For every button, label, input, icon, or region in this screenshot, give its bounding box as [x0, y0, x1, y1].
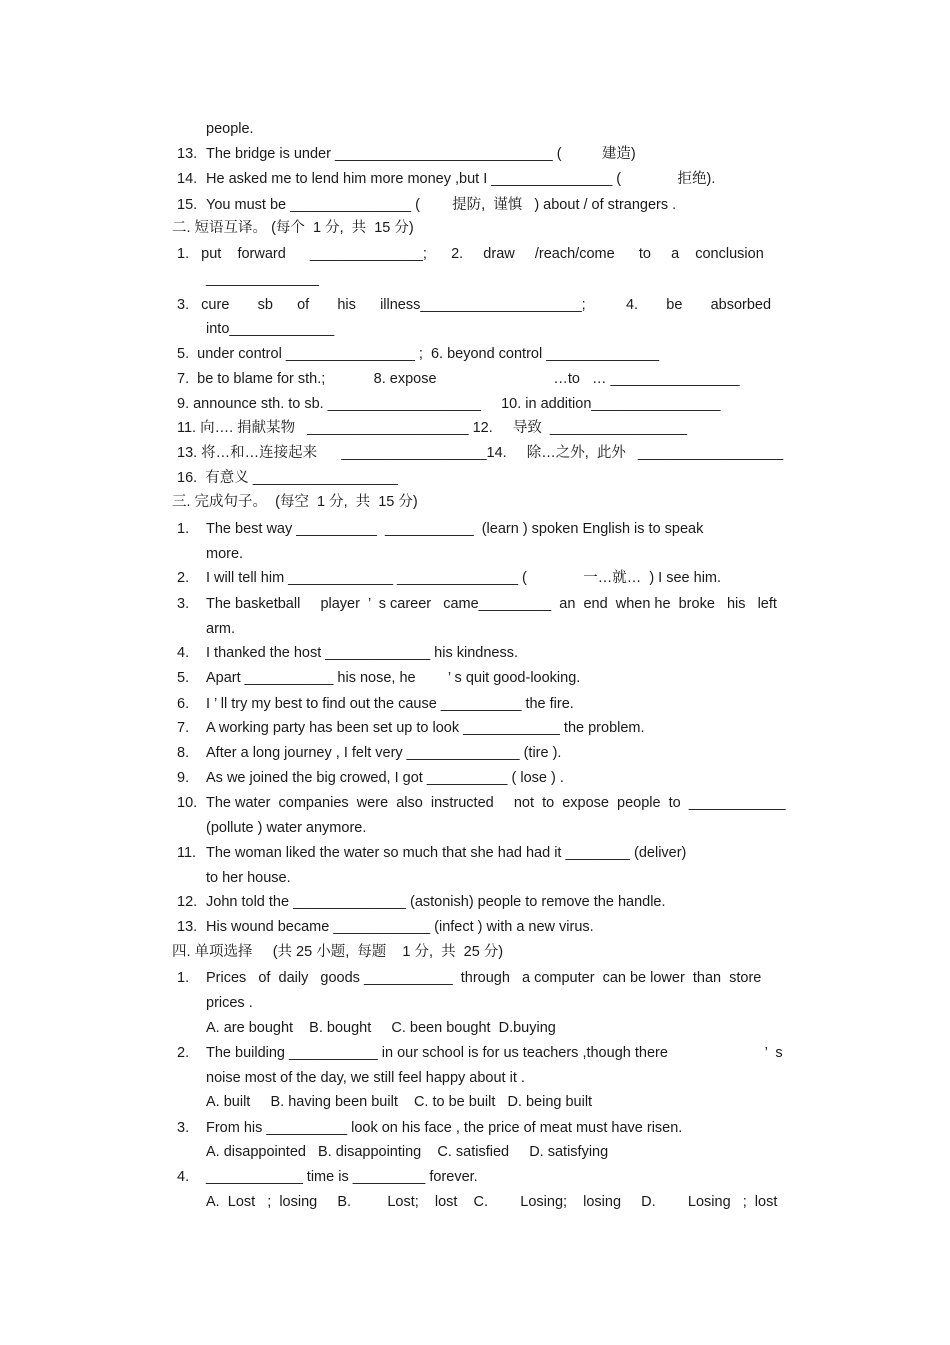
s3-q1-number: 1.: [177, 521, 190, 537]
s3-q3-cont: arm.: [206, 621, 235, 637]
q15-text: You must be _______________ ( 提防, 谨慎 ) about / of strangers .: [206, 197, 677, 213]
section4-heading: 四. 单项选择 (共 25 小题, 每题 1 分, 共 25 分): [172, 944, 504, 960]
continuation-line: people.: [206, 121, 254, 137]
s4-q3-number: 3.: [177, 1120, 190, 1136]
q14-number: 14.: [177, 171, 198, 187]
section2-heading: 二. 短语互译。 (每个 1 分, 共 15 分): [172, 220, 414, 236]
q13-number: 13.: [177, 146, 198, 162]
s3-q10-cont: (pollute ) water anymore.: [206, 820, 367, 836]
s4-q1-text: Prices of daily goods ___________ through a computer can be lower than store: [206, 970, 762, 986]
s4-q4-number: 4.: [177, 1169, 190, 1185]
s3-q9-text: As we joined the big crowed, I got __________ ( lose ) .: [206, 770, 564, 786]
q14-text: He asked me to lend him more money ,but I _______________ ( 拒绝).: [206, 171, 716, 187]
s3-q10-text: The water companies were also instructed not to expose people to ____________: [206, 795, 786, 811]
s4-q4-text: ____________ time is _________ forever.: [206, 1169, 478, 1185]
s3-q7-text: A working party has been set up to look ____________ the problem.: [206, 720, 645, 736]
s2-row-11: 11. 向…. 捐献某物 ____________________ 12. 导致 _________________: [177, 420, 688, 436]
s2-row-3-cont: into_____________: [206, 321, 335, 337]
s2-row-16: 16. 有意义 __________________: [177, 470, 398, 486]
s3-q11-number: 11.: [177, 845, 197, 861]
s3-q2-text: I will tell him _____________ _______________ ( 一…就… ) I see him.: [206, 570, 722, 586]
s2-row-5: 5. under control ________________ ; 6. beyond control ______________: [177, 346, 660, 362]
s4-q3-options: A. disappointed B. disappointing C. satisfied D. satisfying: [206, 1144, 609, 1160]
s4-q1-number: 1.: [177, 970, 190, 986]
s3-q13-number: 13.: [177, 919, 198, 935]
s2-row-1-cont: ______________: [206, 271, 319, 287]
s4-q2-text: The building ___________ in our school is for us teachers ,though there ’ s: [206, 1045, 783, 1061]
s2-row-13: 13. 将…和…连接起来 __________________14. 除…之外, 此外 __________________: [177, 445, 784, 461]
s4-q1-cont: prices .: [206, 995, 253, 1011]
s2-row-9: 9. announce sth. to sb. ___________________ 10. in addition________________: [177, 396, 721, 412]
s3-q2-number: 2.: [177, 570, 190, 586]
s3-q5-number: 5.: [177, 670, 190, 686]
s3-q13-text: His wound became ____________ (infect ) with a new virus.: [206, 919, 594, 935]
s4-q2-options: A. built B. having been built C. to be built D. being built: [206, 1094, 593, 1110]
s3-q3-number: 3.: [177, 596, 190, 612]
s3-q6-number: 6.: [177, 696, 190, 712]
s3-q7-number: 7.: [177, 720, 190, 736]
s3-q6-text: I ’ ll try my best to find out the cause __________ the fire.: [206, 696, 574, 712]
q13-text: The bridge is under ___________________________ ( 建造): [206, 146, 636, 162]
s3-q1-cont: more.: [206, 546, 244, 562]
s3-q10-number: 10.: [177, 795, 198, 811]
s3-q4-number: 4.: [177, 645, 190, 661]
s4-q1-options: A. are bought B. bought C. been bought D.buying: [206, 1020, 556, 1036]
s3-q5-text: Apart ___________ his nose, he ’ s quit good-looking.: [206, 670, 581, 686]
s3-q8-number: 8.: [177, 745, 190, 761]
s3-q11-text: The woman liked the water so much that she had had it ________ (deliver): [206, 845, 687, 861]
s4-q2-cont: noise most of the day, we still feel happy about it .: [206, 1070, 525, 1086]
s3-q8-text: After a long journey , I felt very ______________ (tire ).: [206, 745, 562, 761]
s3-q4-text: I thanked the host _____________ his kindness.: [206, 645, 518, 661]
s4-q2-number: 2.: [177, 1045, 190, 1061]
s2-row-7: 7. be to blame for sth.; 8. expose …to … ________________: [177, 371, 740, 387]
s2-row-3: 3. cure sb of his illness____________________; 4. be absorbed: [177, 297, 772, 313]
s3-q1-text: The best way __________ ___________ (learn ) spoken English is to speak: [206, 521, 704, 537]
s3-q12-text: John told the ______________ (astonish) people to remove the handle.: [206, 894, 666, 910]
q15-number: 15.: [177, 197, 198, 213]
s2-row-1: 1. put forward ______________; 2. draw /reach/come to a conclusion: [177, 246, 764, 262]
s3-q3-text: The basketball player ’ s career came_________ an end when he broke his left: [206, 596, 777, 612]
section3-heading: 三. 完成句子。 (每空 1 分, 共 15 分): [172, 494, 418, 510]
s3-q9-number: 9.: [177, 770, 190, 786]
s4-q4-options: A. Lost ; losing B. Lost; lost C. Losing; losing D. Losing ; lost: [206, 1194, 778, 1210]
s3-q12-number: 12.: [177, 894, 198, 910]
s3-q11-cont: to her house.: [206, 870, 291, 886]
s4-q3-text: From his __________ look on his face , the price of meat must have risen.: [206, 1120, 683, 1136]
